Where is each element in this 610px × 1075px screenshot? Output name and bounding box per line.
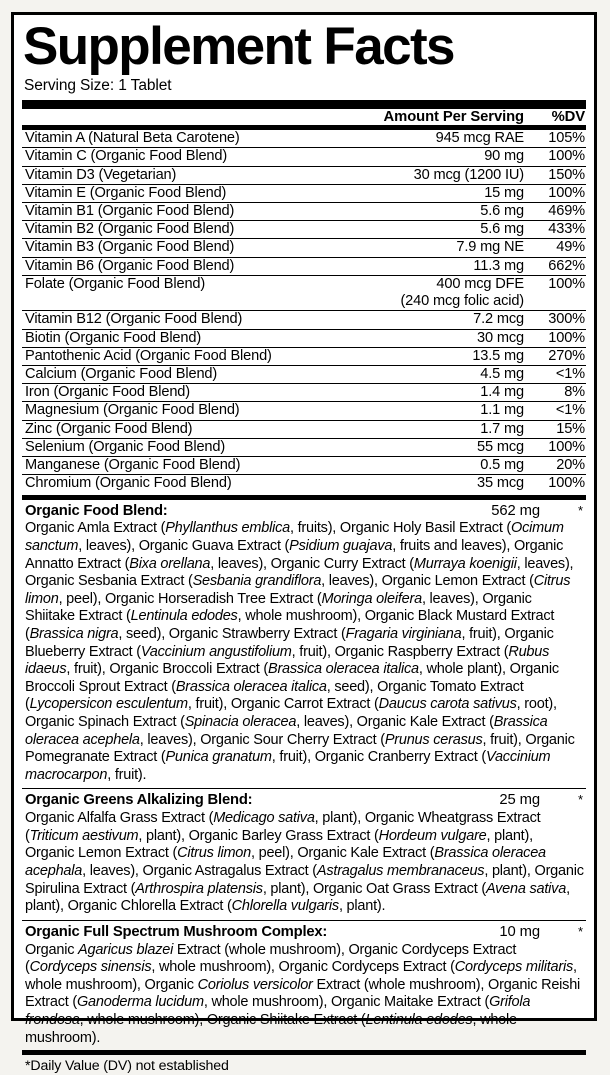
table-row: [22, 347, 586, 365]
nutrient-amount: 15 mg: [380, 184, 524, 202]
nutrient-amount: 55 mcg: [380, 438, 524, 456]
nutrient-list: [22, 130, 586, 492]
nutrient-amount: 400 mcg DFE (240 mcg folic acid): [380, 275, 524, 310]
nutrient-amount: 30 mcg: [380, 329, 524, 347]
daily-value-footnote: *Daily Value (DV) not established: [25, 1058, 229, 1075]
nutrient-dv: 20%: [524, 457, 586, 475]
blend-amount: 562 mg: [491, 502, 540, 519]
blend-amount: 10 mg: [499, 923, 540, 940]
table-row: [22, 329, 586, 347]
nutrition-table: [22, 109, 586, 125]
nutrient-amount: 945 mcg RAE: [435, 130, 524, 147]
nutrient-amount: 1.4 mg: [380, 384, 524, 402]
blend-header: [22, 792, 586, 810]
blend-title: Organic Full Spectrum Mushroom Complex:: [25, 923, 328, 940]
nutrient-name: Iron (Organic Food Blend): [22, 384, 380, 402]
nutrient-dv: 100%: [524, 148, 586, 166]
blend-header: [22, 924, 586, 942]
nutrient-amount: 0.5 mg: [380, 457, 524, 475]
blend-footnote-marker: *: [577, 502, 583, 518]
table-row: [22, 475, 586, 493]
page-title: Supplement Facts: [23, 17, 454, 76]
nutrient-amount: 1.7 mg: [380, 420, 524, 438]
nutrient-name: Vitamin B6 (Organic Food Blend): [22, 257, 380, 275]
blend-title: Organic Food Blend:: [25, 502, 168, 519]
nutrient-dv: <1%: [524, 366, 586, 384]
table-row: [22, 311, 586, 329]
nutrient-amount-subline: (240 mcg folic acid): [400, 293, 524, 310]
nutrient-rows-table: [22, 130, 586, 492]
nutrient-amount: 5.6 mg: [380, 221, 524, 239]
supplement-facts-panel: [11, 12, 597, 1075]
nutrient-dv: 150%: [524, 166, 586, 184]
table-row: [22, 402, 586, 420]
blend-header: [22, 503, 586, 521]
nutrient-dv: 105%: [548, 130, 585, 147]
blend-footnote-marker: *: [577, 923, 583, 939]
nutrient-amount: 1.1 mg: [380, 402, 524, 420]
nutrient-dv: 662%: [524, 257, 586, 275]
serving-size-text: Serving Size: 1 Tablet: [24, 77, 172, 95]
nutrient-dv: 49%: [524, 239, 586, 257]
column-header-amount: Amount Per Serving: [383, 109, 524, 126]
nutrient-dv: <1%: [524, 402, 586, 420]
nutrient-amount: 11.3 mg: [380, 257, 524, 275]
nutrient-dv: 300%: [524, 311, 586, 329]
nutrient-name: Vitamin E (Organic Food Blend): [22, 184, 380, 202]
header-rule-thick: [22, 100, 586, 109]
nutrient-dv: 469%: [524, 203, 586, 221]
nutrient-name: Vitamin B3 (Organic Food Blend): [22, 239, 380, 257]
nutrient-amount: 7.2 mcg: [380, 311, 524, 329]
nutrient-dv: 15%: [524, 420, 586, 438]
blend-ingredients: Organic Amla Extract (Phyllanthus emblica, fruits), Organic Holy Basil Extract (Ocimum sanctum, leaves), Organic Guava Extract (Psidium guajava, fruits and leaves), Organic Annatto Extract (Bixa orellana, leaves), Organic Curry Extract (Murraya koenigii, leaves), Organic Sesbania Extract (Sesbania grandiflora, leaves), Organic Lemon Extract (Citrus limon, peel), Organic Horseradish Tree Extract (Moringa oleifera, leaves), Organic Shiitake Extract (Lentinula edodes, whole mushroom), Organic Black Mustard Extract (Brassica nigra, seed), Organic Strawberry Extract (Fragaria virginiana, fruit), Organic Blueberry Extract (Vaccinium angustifolium, fruit), Organic Raspberry Extract (Rubus idaeus, fruit), Organic Broccoli Extract (Brassica oleracea italica, whole plant), Organic Broccoli Sprout Extract (Brassica oleracea italica, seed), Organic Tomato Extract (Lycopersicon esculentum, fruit), Organic Carrot Extract (Daucus carota sativus, root), Organic Spinach Extract (Spinacia oleracea, leaves), Organic Kale Extract (Brassica oleracea acephela, leaves), Organic Sour Cherry Extract (Prunus cerasus, fruit), Organic Pomegranate Extract (Punica granatum, fruit), Organic Cranberry Extract (Vaccinium macrocarpon, fruit).: [25, 520, 575, 783]
table-row: [22, 457, 586, 475]
nutrient-name: Magnesium (Organic Food Blend): [22, 402, 380, 420]
nutrient-name: Calcium (Organic Food Blend): [22, 366, 380, 384]
nutrient-dv: 100%: [524, 475, 586, 493]
nutrient-dv: 100%: [524, 184, 586, 202]
table-row: [22, 420, 586, 438]
nutrient-name: Zinc (Organic Food Blend): [22, 420, 380, 438]
nutrient-amount: 90 mg: [380, 148, 524, 166]
table-row: [22, 184, 586, 202]
nutrient-dv: 433%: [524, 221, 586, 239]
nutrient-dv: 270%: [524, 347, 586, 365]
nutrient-name: Selenium (Organic Food Blend): [22, 438, 380, 456]
nutrient-amount: 35 mcg: [380, 475, 524, 493]
nutrient-name: Biotin (Organic Food Blend): [22, 329, 380, 347]
nutrient-name: Chromium (Organic Food Blend): [22, 475, 380, 493]
nutrient-name: Vitamin B12 (Organic Food Blend): [22, 311, 380, 329]
nutrient-amount: 7.9 mg NE: [380, 239, 524, 257]
blend-sections: [22, 500, 586, 1051]
column-header-dv: %DV: [551, 109, 585, 126]
blend-section: [22, 789, 586, 918]
blend-ingredients: Organic Agaricus blazei Extract (whole mushroom), Organic Cordyceps Extract (Cordyceps sinensis, whole mushroom), Organic Cordyceps Extract (Cordyceps militaris, whole mushroom), Organic Coriolus versicolor Extract (whole mushroom), Organic Reishi Extract (Ganoderma lucidum, whole mushroom), Organic Maitake Extract (Grifola frondosa, whole mushroom), Organic Shiitake Extract (Lentinula edodes, whole mushroom).: [25, 941, 581, 1046]
table-row: [22, 438, 586, 456]
nutrient-amount: 30 mcg (1200 IU): [380, 166, 524, 184]
nutrient-name: Manganese (Organic Food Blend): [22, 457, 380, 475]
nutrient-name: Vitamin B1 (Organic Food Blend): [22, 203, 380, 221]
blend-title: Organic Greens Alkalizing Blend:: [25, 792, 253, 809]
nutrient-name: Vitamin D3 (Vegetarian): [22, 166, 380, 184]
blend-footnote-marker: *: [577, 792, 583, 808]
nutrient-name: Vitamin C (Organic Food Blend): [22, 148, 380, 166]
table-row: [22, 384, 586, 402]
table-row: [22, 275, 586, 310]
nutrient-dv: 8%: [524, 384, 586, 402]
blend-ingredients: Organic Alfalfa Grass Extract (Medicago sativa, plant), Organic Wheatgrass Extract (Triticum aestivum, plant), Organic Barley Grass Extract (Hordeum vulgare, plant), Organic Lemon Extract (Citrus limon, peel), Organic Kale Extract (Brassica oleracea acephala, leaves), Organic Astragalus Extract (Astragalus membranaceus, plant), Organic Spirulina Extract (Arthrospira platensis, plant), Organic Oat Grass Extract (Avena sativa, plant), Organic Chlorella Extract (Chlorella vulgaris, plant).: [25, 810, 584, 915]
blend-amount: 25 mg: [499, 792, 540, 809]
nutrient-name: Folate (Organic Food Blend): [22, 275, 380, 310]
blend-section: [22, 921, 586, 1050]
nutrient-dv: 100%: [524, 438, 586, 456]
table-row: [22, 203, 586, 221]
nutrient-name: Pantothenic Acid (Organic Food Blend): [22, 347, 380, 365]
table-header-row: [22, 109, 586, 125]
nutrient-amount: 13.5 mg: [380, 347, 524, 365]
table-row: [22, 130, 586, 148]
table-row: [22, 166, 586, 184]
nutrient-amount: 5.6 mg: [380, 203, 524, 221]
nutrient-amount: 4.5 mg: [380, 366, 524, 384]
nutrient-name: Vitamin B2 (Organic Food Blend): [22, 221, 380, 239]
column-header-name: [22, 109, 380, 125]
table-row: [22, 366, 586, 384]
nutrient-dv: 100%: [524, 329, 586, 347]
table-row: [22, 257, 586, 275]
table-row: [22, 221, 586, 239]
nutrient-dv: 100%: [524, 275, 586, 310]
table-row: [22, 148, 586, 166]
nutrient-name: Vitamin A (Natural Beta Carotene): [25, 130, 240, 147]
table-row: [22, 239, 586, 257]
blend-section: [22, 500, 586, 788]
table-header: [22, 109, 586, 125]
